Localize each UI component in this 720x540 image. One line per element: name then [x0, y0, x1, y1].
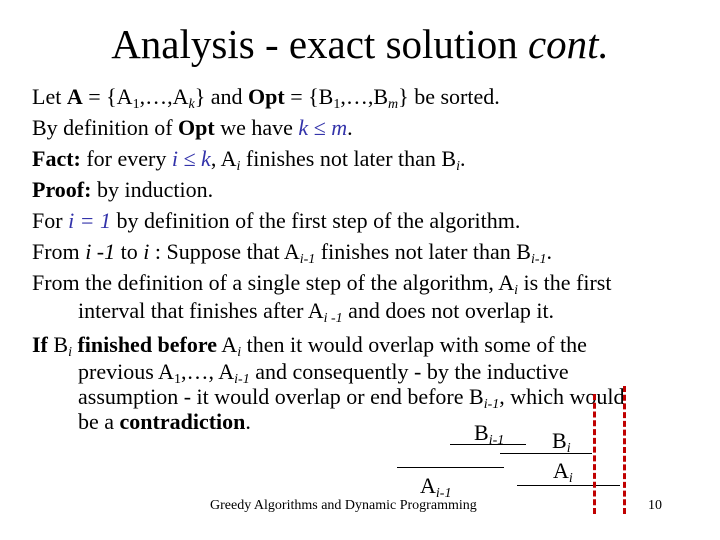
line-inductive-step: From i -1 to i : Suppose that $A_{i-1}$ finishes not later than $B_{i-1}$. — [32, 239, 553, 267]
interval-b-i — [500, 453, 592, 454]
interval-a-i-minus-1 — [397, 467, 504, 468]
label-a-i-minus-1: $A_{i-1}$ — [420, 473, 452, 501]
line-let-a-opt: Let $A = \{A_1,\dots,A_k\}$ and Opt = $\{B_1,\dots,B_m\}$ be sorted. — [32, 84, 500, 112]
line-previous-a: previous $A_1,\dots$, $A_{i-1}$ and consequently - by the inductive — [78, 359, 569, 387]
line-single-step: From the definition of a single step of the algorithm, $A_i$ is the first — [32, 270, 612, 298]
marker-line-right — [623, 386, 626, 514]
line-if-b-finished: If $B_i$ finished before $A_i$ then it would overlap with some of the — [32, 332, 587, 360]
label-b-i-minus-1: $B_{i-1}$ — [474, 420, 505, 448]
title-main: Analysis - exact solution — [111, 21, 518, 67]
interval-a-i — [517, 485, 620, 486]
page-number: 10 — [648, 498, 662, 513]
line-contradiction: be a contradiction. — [78, 409, 251, 434]
line-base-case: For i = 1 by definition of the first step of the algorithm. — [32, 208, 521, 233]
label-b-i: $B_i$ — [552, 428, 571, 456]
title-italic: cont. — [527, 21, 609, 67]
line-assumption: assumption - it would overlap or end before $B_{i-1}$, which would — [78, 384, 625, 412]
label-a-i: $A_i$ — [553, 458, 573, 486]
interval-b-i-minus-1 — [450, 444, 526, 445]
slide-title — [0, 20, 720, 68]
line-definition-opt: By definition of Opt we have k ≤ m. — [32, 115, 353, 140]
line-proof: Proof: by induction. — [32, 177, 214, 202]
line-interval-finishes: interval that finishes after $A_{i -1}$ and does not overlap it. — [78, 298, 555, 326]
marker-line-left — [593, 394, 596, 514]
line-fact: Fact: for every i ≤ k, $A_i$ finishes not later than $B_i$. — [32, 146, 466, 174]
footer-text: Greedy Algorithms and Dynamic Programming — [210, 498, 477, 513]
